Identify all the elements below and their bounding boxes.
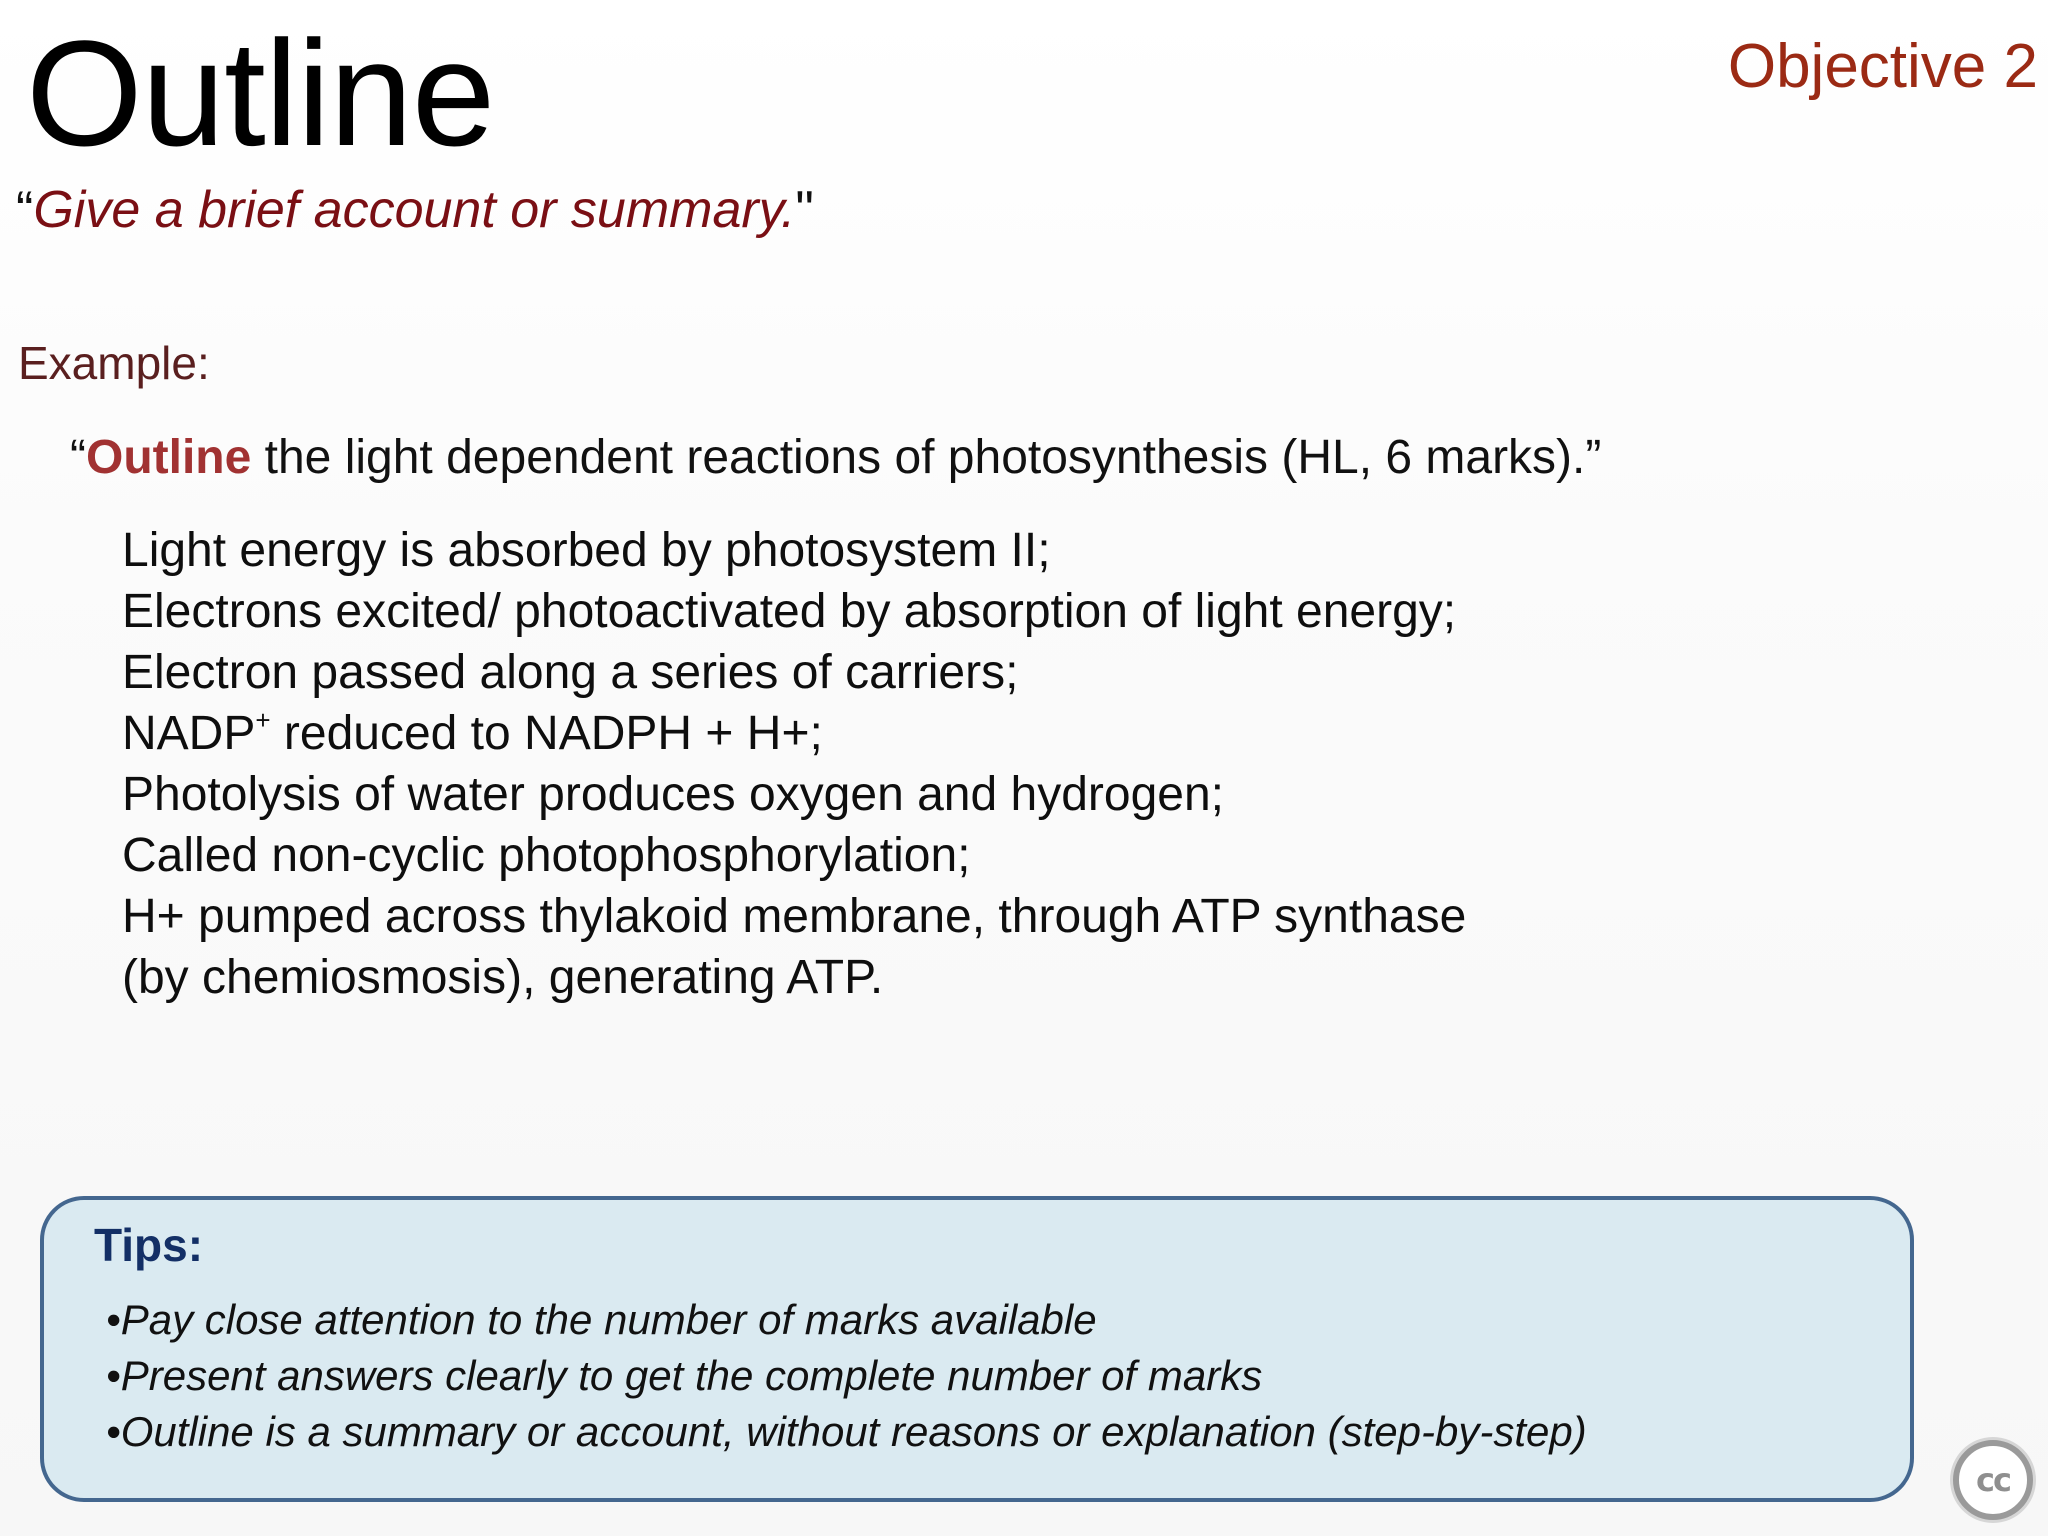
definition [16, 182, 814, 239]
answer-line: H+ pumped across thylakoid membrane, through ATP synthase [122, 890, 1467, 943]
answer-line-nadp-rest: reduced to NADPH + H+; [270, 707, 823, 760]
example-label: Example: [18, 337, 210, 389]
answer-line [122, 703, 1466, 764]
answer-line: Called non-cyclic photophosphorylation; [122, 829, 971, 882]
answer-line-nadp: NADP [122, 707, 256, 760]
superscript-plus: + [255, 705, 271, 735]
question-text: the light dependent reactions of photosynthesis (HL, 6 marks).” [251, 431, 1602, 484]
page-title: Outline [26, 9, 495, 177]
tip-item: •Pay close attention to the number of marks available [106, 1296, 1097, 1343]
tip-item: •Present answers clearly to get the complete number of marks [106, 1352, 1263, 1399]
answer-line: (by chemiosmosis), generating ATP. [122, 951, 884, 1004]
definition-close-quote: " [795, 181, 814, 239]
answer-line: Light energy is absorbed by photosystem II; [122, 524, 1051, 577]
closed-captions-icon[interactable]: cc [1953, 1440, 2033, 1520]
tips-box [40, 1196, 1914, 1502]
tips-title: Tips: [94, 1219, 204, 1271]
answer-line: Electrons excited/ photoactivated by absorption of light energy; [122, 585, 1457, 638]
answer-list [122, 520, 1466, 1008]
question-open-quote: “ [70, 431, 86, 484]
objective-label: Objective 2 [1727, 32, 2038, 101]
answer-line: Electron passed along a series of carriers; [122, 646, 1019, 699]
command-word: Outline [85, 431, 252, 484]
tips-list [106, 1292, 1587, 1460]
definition-text: Give a brief account or summary. [33, 181, 796, 239]
definition-open-quote: “ [16, 181, 34, 239]
tip-item: •Outline is a summary or account, without reasons or explanation (step-by-step) [106, 1408, 1587, 1455]
example-question [70, 430, 1601, 485]
answer-line: Photolysis of water produces oxygen and hydrogen; [122, 768, 1225, 821]
